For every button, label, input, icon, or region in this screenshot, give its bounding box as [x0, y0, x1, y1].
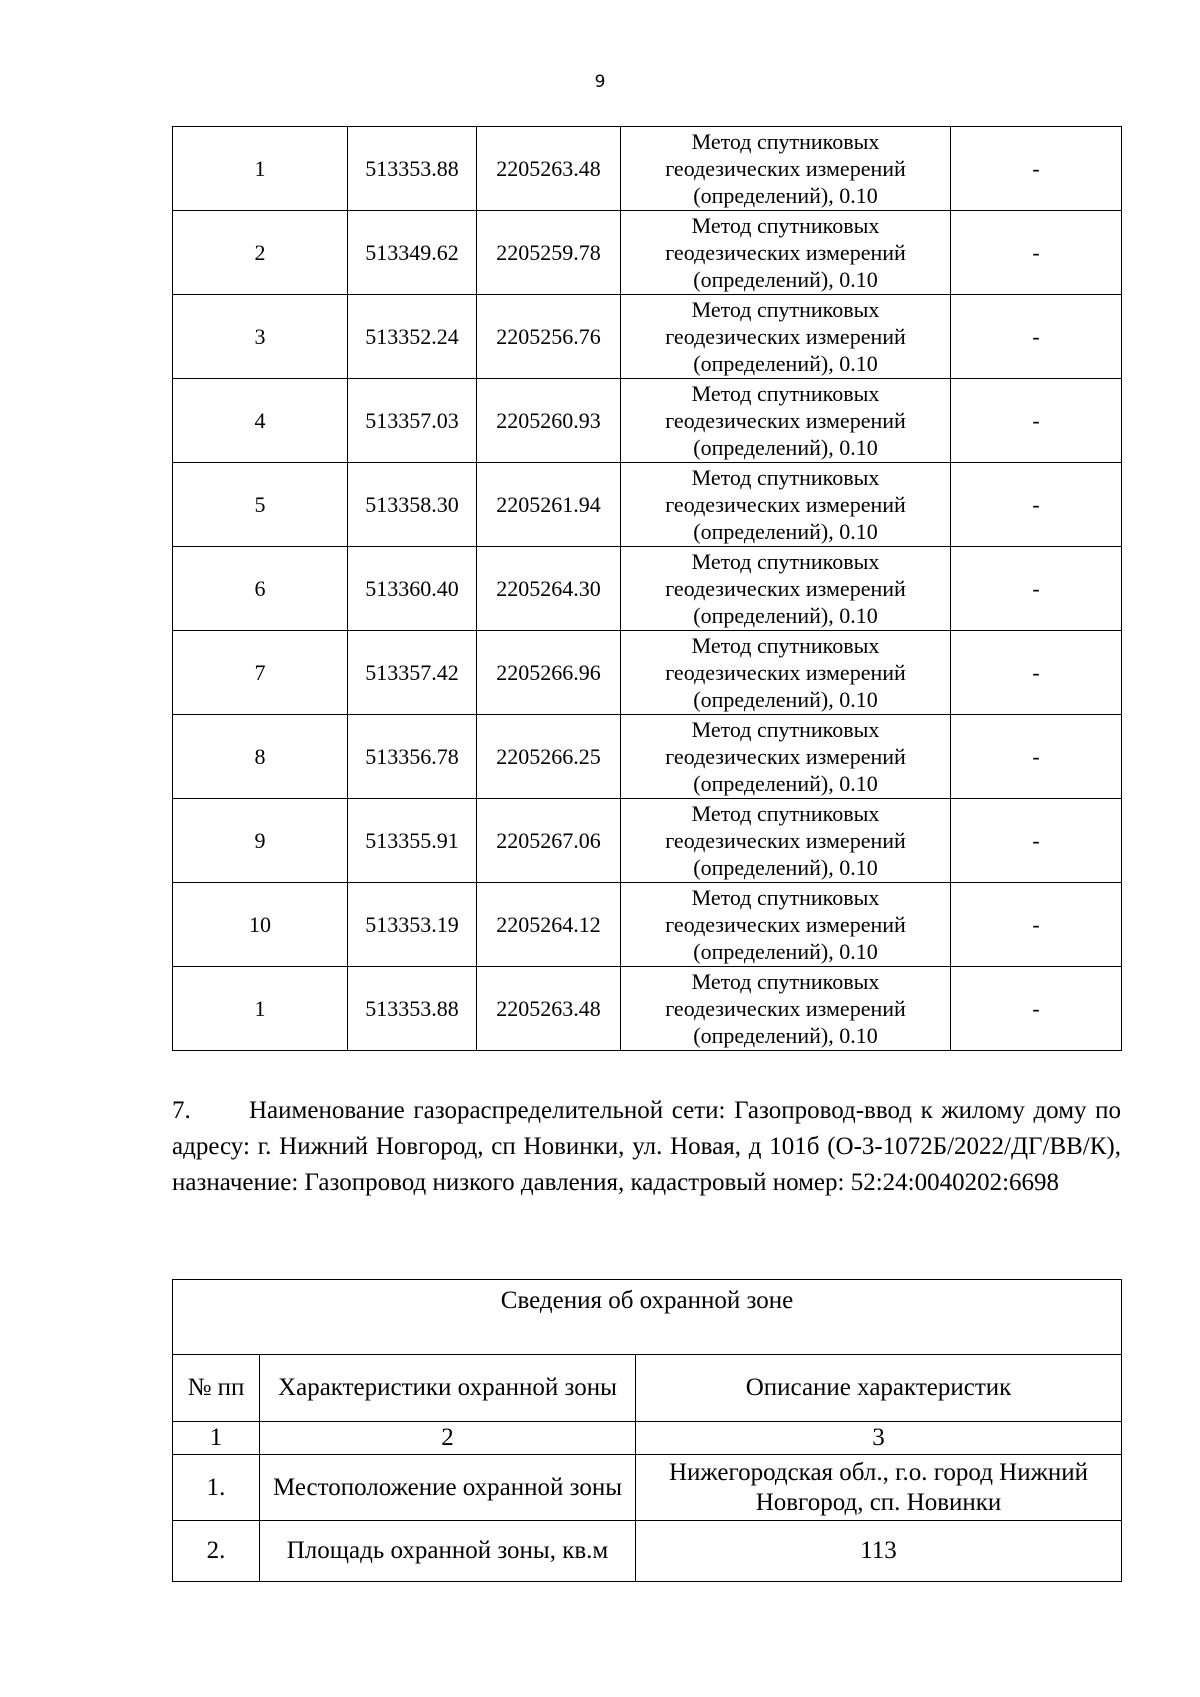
coordinate-row — [173, 799, 1122, 883]
method-line: (определений), 0.10 — [693, 603, 878, 628]
row-number-cell: 2. — [173, 1521, 260, 1582]
coordinate-row — [173, 463, 1122, 547]
method-line: (определений), 0.10 — [693, 519, 878, 544]
characteristic-name-cell: Площадь охранной зоны, кв.м — [260, 1521, 636, 1582]
coordinate-row — [173, 295, 1122, 379]
protection-zone-table — [172, 1279, 1122, 1582]
header-cell: Описание характеристик — [636, 1355, 1122, 1422]
column-number-cell: 2 — [260, 1422, 636, 1455]
x-coordinate-cell: 513358.30 — [348, 463, 477, 547]
note-cell: - — [951, 211, 1122, 295]
header-cell: Характеристики охранной зоны — [260, 1355, 636, 1422]
method-line: (определений), 0.10 — [693, 183, 878, 208]
x-coordinate-cell: 513349.62 — [348, 211, 477, 295]
header-cell: № пп — [173, 1355, 260, 1422]
column-number-cell: 3 — [636, 1422, 1122, 1455]
characteristic-value-cell: Нижегородская обл., г.о. город Нижний Новгород, сп. Новинки — [636, 1455, 1122, 1521]
coordinate-row — [173, 127, 1122, 211]
coordinates-table-body — [173, 127, 1122, 1051]
method-cell — [621, 967, 951, 1051]
y-coordinate-cell: 2205263.48 — [477, 967, 621, 1051]
x-coordinate-cell: 513352.24 — [348, 295, 477, 379]
method-line: геодезических измерений — [665, 240, 906, 265]
x-coordinate-cell: 513355.91 — [348, 799, 477, 883]
point-number-cell: 10 — [173, 883, 348, 967]
method-line: геодезических измерений — [665, 156, 906, 181]
method-cell — [621, 631, 951, 715]
coordinate-row — [173, 967, 1122, 1051]
method-line: Метод спутниковых — [691, 465, 880, 490]
method-cell — [621, 127, 951, 211]
section-text: Наименование газораспределительной сети: Газопровод-ввод к жилому дому по адресу: г. Нижний Новгород, сп Новинки, ул. Новая, д 101б (О-3-1072Б/2022/ДГ/ВВ/К), назначение: Газопровод низкого давления, кадастровый номер: 52:24:0040202:6698 — [172, 1097, 1121, 1196]
y-coordinate-cell: 2205260.93 — [477, 379, 621, 463]
y-coordinate-cell: 2205263.48 — [477, 127, 621, 211]
x-coordinate-cell: 513353.19 — [348, 883, 477, 967]
y-coordinate-cell: 2205264.30 — [477, 547, 621, 631]
page-number: 9 — [594, 72, 606, 92]
characteristic-value-cell: 113 — [636, 1521, 1122, 1582]
point-number-cell: 2 — [173, 211, 348, 295]
y-coordinate-cell: 2205266.25 — [477, 715, 621, 799]
point-number-cell: 8 — [173, 715, 348, 799]
characteristic-name-cell: Местоположение охранной зоны — [260, 1455, 636, 1521]
method-line: геодезических измерений — [665, 912, 906, 937]
column-number-cell: 1 — [173, 1422, 260, 1455]
note-cell: - — [951, 967, 1122, 1051]
coordinate-row — [173, 715, 1122, 799]
method-cell — [621, 211, 951, 295]
method-cell — [621, 883, 951, 967]
method-line: Метод спутниковых — [691, 129, 880, 154]
note-cell: - — [951, 463, 1122, 547]
method-line: геодезических измерений — [665, 408, 906, 433]
method-line: Метод спутниковых — [691, 969, 880, 994]
point-number-cell: 4 — [173, 379, 348, 463]
method-cell — [621, 547, 951, 631]
note-cell: - — [951, 883, 1122, 967]
method-line: (определений), 0.10 — [693, 771, 878, 796]
note-cell: - — [951, 715, 1122, 799]
method-line: (определений), 0.10 — [693, 687, 878, 712]
y-coordinate-cell: 2205256.76 — [477, 295, 621, 379]
method-line: (определений), 0.10 — [693, 267, 878, 292]
note-cell: - — [951, 631, 1122, 715]
method-line: геодезических измерений — [665, 492, 906, 517]
coordinate-row — [173, 379, 1122, 463]
method-line: (определений), 0.10 — [693, 435, 878, 460]
method-line: Метод спутниковых — [691, 801, 880, 826]
note-cell: - — [951, 127, 1122, 211]
point-number-cell: 1 — [173, 127, 348, 211]
coordinate-row — [173, 547, 1122, 631]
x-coordinate-cell: 513360.40 — [348, 547, 477, 631]
x-coordinate-cell: 513357.42 — [348, 631, 477, 715]
note-cell: - — [951, 379, 1122, 463]
method-line: Метод спутниковых — [691, 213, 880, 238]
method-line: (определений), 0.10 — [693, 939, 878, 964]
coordinates-table — [172, 126, 1122, 1051]
method-line: Метод спутниковых — [691, 297, 880, 322]
method-cell — [621, 799, 951, 883]
method-line: Метод спутниковых — [691, 633, 880, 658]
method-line: геодезических измерений — [665, 744, 906, 769]
y-coordinate-cell: 2205259.78 — [477, 211, 621, 295]
method-line: геодезических измерений — [665, 828, 906, 853]
method-line: (определений), 0.10 — [693, 855, 878, 880]
method-line: (определений), 0.10 — [693, 1023, 878, 1048]
point-number-cell: 5 — [173, 463, 348, 547]
y-coordinate-cell: 2205266.96 — [477, 631, 621, 715]
method-cell — [621, 295, 951, 379]
point-number-cell: 7 — [173, 631, 348, 715]
zone-table-title: Сведения об охранной зоне — [173, 1280, 1122, 1355]
method-cell — [621, 715, 951, 799]
method-line: геодезических измерений — [665, 660, 906, 685]
section-number: 7. — [172, 1097, 191, 1124]
note-cell: - — [951, 547, 1122, 631]
method-line: геодезических измерений — [665, 996, 906, 1021]
method-line: Метод спутниковых — [691, 885, 880, 910]
row-number-cell: 1. — [173, 1455, 260, 1521]
section-7-paragraph — [172, 1093, 1121, 1201]
point-number-cell: 6 — [173, 547, 348, 631]
method-line: геодезических измерений — [665, 324, 906, 349]
x-coordinate-cell: 513356.78 — [348, 715, 477, 799]
point-number-cell: 9 — [173, 799, 348, 883]
point-number-cell: 1 — [173, 967, 348, 1051]
x-coordinate-cell: 513353.88 — [348, 127, 477, 211]
coordinate-row — [173, 631, 1122, 715]
method-cell — [621, 379, 951, 463]
method-cell — [621, 463, 951, 547]
coordinate-row — [173, 211, 1122, 295]
method-line: Метод спутниковых — [691, 549, 880, 574]
note-cell: - — [951, 799, 1122, 883]
y-coordinate-cell: 2205261.94 — [477, 463, 621, 547]
y-coordinate-cell: 2205267.06 — [477, 799, 621, 883]
y-coordinate-cell: 2205264.12 — [477, 883, 621, 967]
coordinate-row — [173, 883, 1122, 967]
method-line: Метод спутниковых — [691, 381, 880, 406]
method-line: Метод спутниковых — [691, 717, 880, 742]
method-line: (определений), 0.10 — [693, 351, 878, 376]
note-cell: - — [951, 295, 1122, 379]
x-coordinate-cell: 513357.03 — [348, 379, 477, 463]
x-coordinate-cell: 513353.88 — [348, 967, 477, 1051]
point-number-cell: 3 — [173, 295, 348, 379]
method-line: геодезических измерений — [665, 576, 906, 601]
